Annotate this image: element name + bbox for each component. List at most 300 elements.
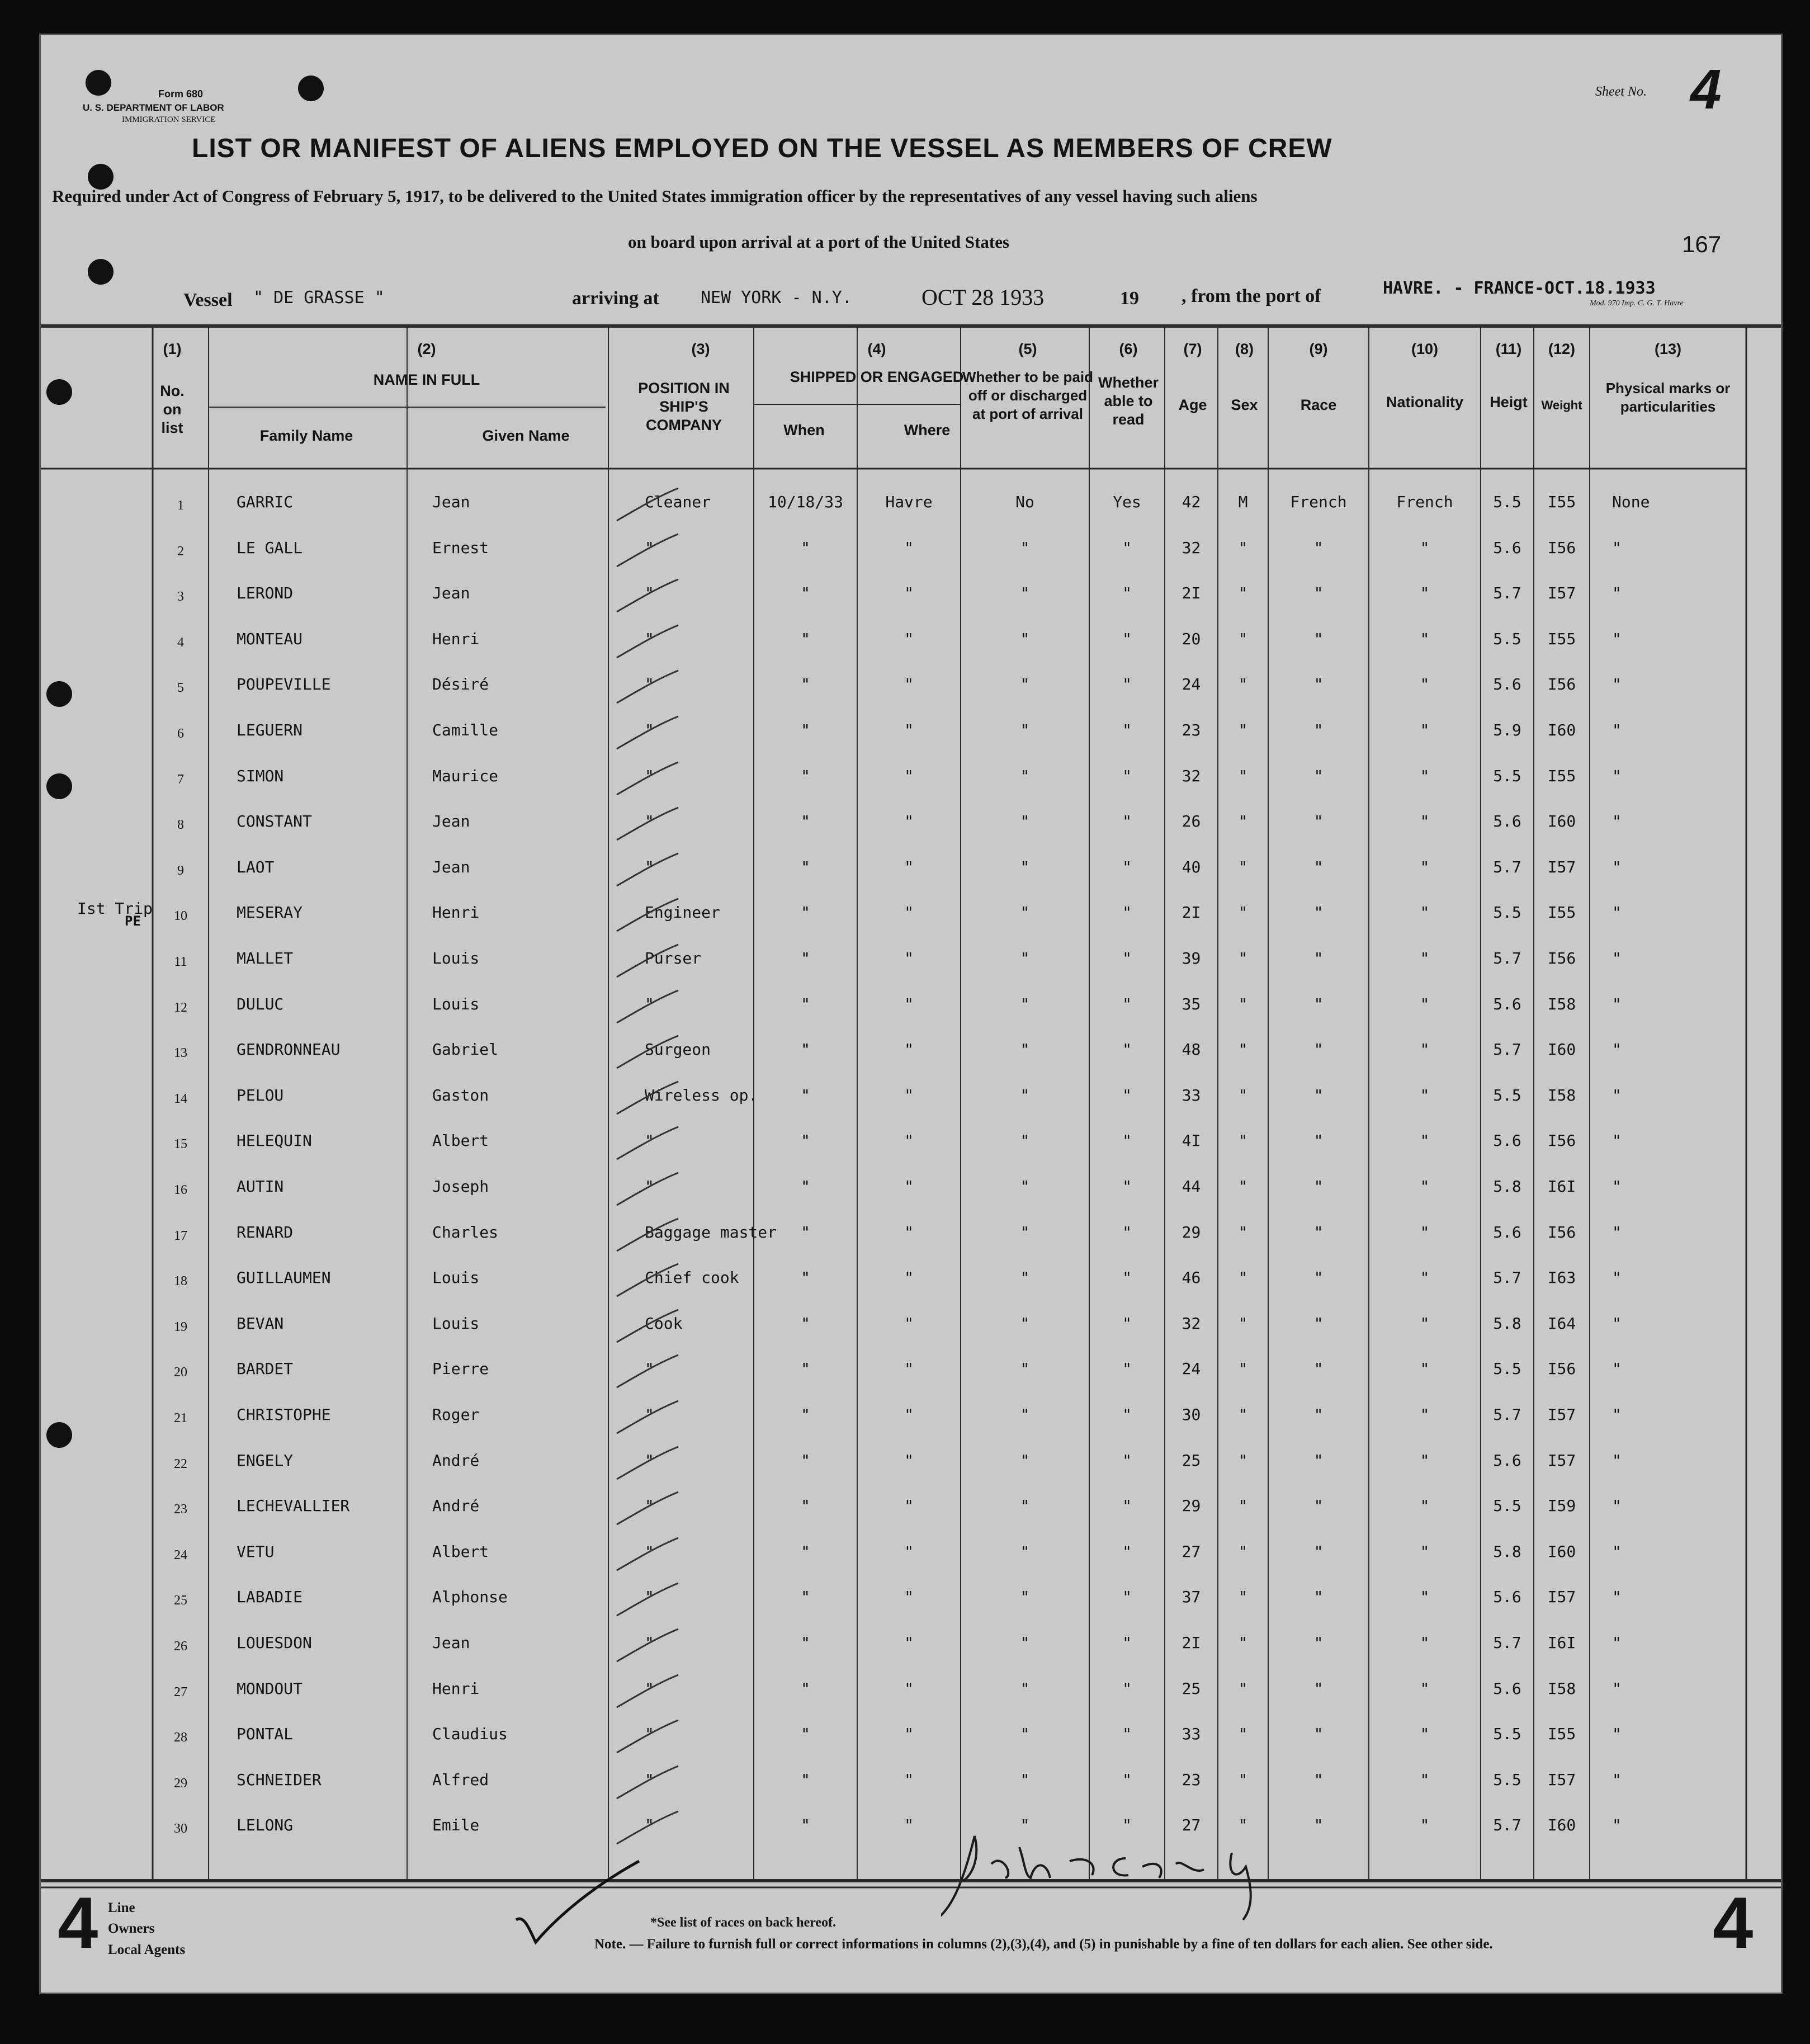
cell-position: Engineer — [645, 903, 720, 922]
cell-paid: " — [1020, 1770, 1030, 1789]
cell-height: 5.6 — [1493, 1679, 1521, 1698]
cell-given: Albert — [432, 1131, 489, 1150]
subtitle-line-1: Required under Act of Congress of February 5, 1917, to be delivered to the United States immigration officer by the representatives of any vessel having such aliens — [52, 186, 1258, 206]
cell-sex: " — [1238, 1177, 1248, 1196]
cell-when: " — [801, 1222, 810, 1241]
cell-weight: I55 — [1547, 629, 1576, 648]
cell-when: " — [801, 1040, 810, 1059]
cell-family: SIMON — [237, 766, 284, 785]
cell-read: " — [1122, 538, 1132, 557]
manifest-sheet — [39, 34, 1783, 1994]
pencil-check-mark — [611, 760, 684, 799]
cell-read: " — [1122, 1542, 1132, 1561]
cell-given: Jean — [432, 1634, 470, 1652]
cell-no: 17 — [174, 1228, 187, 1243]
cell-position: " — [645, 1542, 654, 1561]
cell-where: " — [904, 629, 914, 648]
cell-given: Gaston — [432, 1085, 489, 1104]
cell-nationality: " — [1420, 538, 1430, 557]
cell-sex: " — [1238, 538, 1248, 557]
cell-given: Louis — [432, 994, 480, 1013]
pencil-check-mark — [611, 1033, 684, 1073]
cell-nationality: " — [1420, 1497, 1430, 1516]
cell-read: " — [1122, 1588, 1132, 1607]
pencil-check-mark — [611, 1764, 684, 1803]
col2-number: (2) — [417, 341, 436, 357]
cell-nationality: " — [1420, 1268, 1430, 1287]
cell-where: " — [904, 1770, 914, 1789]
pencil-check-mark — [611, 623, 684, 662]
cell-when: " — [801, 1770, 810, 1789]
cell-height: 5.5 — [1493, 1359, 1521, 1379]
cell-sex: " — [1238, 1131, 1248, 1150]
cell-age: 32 — [1182, 766, 1201, 785]
cell-family: GARRIC — [237, 493, 294, 511]
cell-given: Ernest — [432, 538, 489, 557]
cell-where: " — [904, 1268, 914, 1287]
cell-sex: " — [1238, 584, 1248, 603]
cell-where: " — [904, 1359, 914, 1379]
cell-when: " — [801, 1497, 810, 1516]
cell-read: " — [1122, 1770, 1132, 1789]
cell-age: 23 — [1182, 1770, 1201, 1789]
cell-age: 2I — [1182, 903, 1201, 922]
cell-read: " — [1122, 1040, 1132, 1059]
cell-position: " — [645, 1770, 654, 1789]
cell-sex: " — [1238, 1679, 1248, 1698]
cell-age: 4I — [1182, 1131, 1201, 1150]
cell-read: " — [1122, 1359, 1132, 1379]
cell-height: 5.5 — [1493, 766, 1521, 785]
cell-position: " — [645, 675, 654, 694]
pencil-check-mark — [611, 1809, 684, 1848]
cell-nationality: " — [1420, 949, 1430, 967]
col8-header: Sex — [1231, 396, 1258, 413]
cell-race: " — [1313, 949, 1324, 967]
signature-stroke — [941, 1814, 1277, 1925]
cell-paid: " — [1020, 903, 1030, 922]
cell-marks: " — [1612, 538, 1622, 557]
col1-number: (1) — [163, 341, 182, 357]
pencil-check-mark — [611, 1536, 684, 1575]
cell-age: 2I — [1182, 1634, 1201, 1652]
cell-no: 3 — [177, 589, 184, 605]
cell-no: 13 — [174, 1046, 187, 1061]
pencil-check-mark — [611, 1399, 684, 1438]
cell-nationality: " — [1420, 721, 1430, 739]
cell-height: 5.7 — [1493, 1634, 1521, 1652]
cell-height: 5.7 — [1493, 1405, 1521, 1424]
cell-when: " — [801, 1131, 810, 1150]
cell-age: 27 — [1182, 1816, 1201, 1835]
cell-given: Claudius — [432, 1725, 508, 1744]
cell-height: 5.5 — [1493, 1770, 1521, 1789]
cell-when: " — [801, 629, 810, 648]
cell-given: Louis — [432, 1314, 480, 1333]
cell-family: MONTEAU — [237, 629, 303, 648]
cell-where: " — [904, 1451, 914, 1470]
cell-race: " — [1313, 1359, 1324, 1379]
pencil-check-mark — [611, 577, 684, 616]
cell-marks: " — [1612, 1222, 1622, 1241]
cell-sex: " — [1238, 1405, 1248, 1424]
col6-number: (6) — [1119, 341, 1138, 357]
cell-given: Jean — [432, 584, 470, 603]
cell-read: " — [1122, 1679, 1132, 1698]
cell-when: " — [801, 766, 810, 785]
cell-position: " — [645, 584, 654, 603]
pencil-check-mark — [611, 1581, 684, 1620]
cell-nationality: " — [1420, 1725, 1430, 1744]
cell-family: LE GALL — [237, 538, 303, 557]
cell-position: " — [645, 538, 654, 557]
cell-weight: I58 — [1547, 994, 1576, 1013]
penalty-note: Note. — Failure to furnish full or correct informations in columns (2),(3),(4), and (5) in punishable by a fine of ten dollars for each alien. See other side. — [594, 1937, 1493, 1952]
cell-height: 5.8 — [1493, 1314, 1521, 1333]
cell-when: " — [801, 1816, 810, 1835]
cell-where: " — [904, 1314, 914, 1333]
cell-nationality: " — [1420, 1040, 1430, 1059]
cell-weight: I58 — [1547, 1679, 1576, 1698]
cell-marks: " — [1612, 1040, 1622, 1059]
cell-when: " — [801, 1451, 810, 1470]
sheet-number: 4 — [1690, 58, 1722, 121]
cell-position: " — [645, 1359, 654, 1379]
pencil-check-mark — [611, 896, 684, 936]
cell-read: " — [1122, 1177, 1132, 1196]
cell-marks: " — [1612, 1314, 1622, 1333]
cell-paid: " — [1020, 1725, 1030, 1744]
cell-height: 5.7 — [1493, 1040, 1521, 1059]
cell-weight: I60 — [1547, 1542, 1576, 1561]
cell-family: CHRISTOPHE — [237, 1405, 331, 1424]
cell-given: Roger — [432, 1405, 480, 1424]
cell-race: " — [1313, 857, 1324, 876]
cell-height: 5.5 — [1493, 629, 1521, 648]
cell-marks: " — [1612, 1085, 1622, 1104]
cell-sex: " — [1238, 1634, 1248, 1652]
cell-sex: " — [1238, 994, 1248, 1013]
cell-where: " — [904, 1634, 914, 1652]
cell-nationality: " — [1420, 1405, 1430, 1424]
cell-given: Jean — [432, 812, 470, 831]
cell-position: " — [645, 1451, 654, 1470]
cell-where: " — [904, 1725, 914, 1744]
cell-age: 40 — [1182, 857, 1201, 876]
cell-read: " — [1122, 812, 1132, 831]
cell-sex: " — [1238, 1222, 1248, 1241]
cell-height: 5.5 — [1493, 493, 1521, 511]
cell-family: GENDRONNEAU — [237, 1040, 341, 1059]
cell-nationality: " — [1420, 857, 1430, 876]
col4-number: (4) — [867, 341, 886, 357]
col10-number: (10) — [1411, 341, 1438, 357]
cell-height: 5.7 — [1493, 949, 1521, 967]
cell-family: LECHEVALLIER — [237, 1497, 350, 1516]
cell-weight: I60 — [1547, 1040, 1576, 1059]
cell-position: " — [645, 1588, 654, 1607]
cell-height: 5.7 — [1493, 1816, 1521, 1835]
cell-read: " — [1122, 903, 1132, 922]
cell-no: 14 — [174, 1091, 187, 1106]
races-note: *See list of races on back hereof. — [650, 1915, 837, 1930]
cell-race: " — [1313, 1679, 1324, 1698]
cell-marks: " — [1612, 766, 1622, 785]
cell-family: LEGUERN — [237, 721, 303, 739]
margin-note-trip: Ist Trip — [77, 899, 153, 918]
cell-position: " — [645, 1177, 654, 1196]
cell-nationality: " — [1420, 629, 1430, 648]
cell-weight: I57 — [1547, 584, 1576, 603]
col13-number: (13) — [1654, 341, 1681, 357]
cell-family: AUTIN — [237, 1177, 284, 1196]
cell-position: Cook — [645, 1314, 683, 1333]
cell-read: " — [1122, 584, 1132, 603]
cell-position: " — [645, 812, 654, 831]
cell-position: " — [645, 1634, 654, 1652]
cell-height: 5.6 — [1493, 1222, 1521, 1241]
cell-when: " — [801, 1359, 810, 1379]
pencil-check-mark — [611, 486, 684, 525]
arriving-label: arriving at — [572, 288, 659, 309]
cell-given: Jean — [432, 857, 470, 876]
cell-age: 42 — [1182, 493, 1201, 511]
cell-weight: I60 — [1547, 1816, 1576, 1835]
pencil-check-mark — [611, 1216, 684, 1255]
cell-marks: " — [1612, 584, 1622, 603]
cell-marks: " — [1612, 1770, 1622, 1789]
cell-read: " — [1122, 1816, 1132, 1835]
cell-no: 20 — [174, 1365, 187, 1380]
cell-no: 5 — [177, 681, 184, 696]
cell-nationality: " — [1420, 1177, 1430, 1196]
footer-big-number-left: 4 — [58, 1882, 98, 1963]
cell-where: " — [904, 538, 914, 557]
cell-marks: " — [1612, 1634, 1622, 1652]
cell-family: MALLET — [237, 949, 294, 967]
footer-big-number-right: 4 — [1713, 1882, 1754, 1963]
cell-family: ENGELY — [237, 1451, 294, 1470]
cell-nationality: " — [1420, 1634, 1430, 1652]
cell-sex: " — [1238, 721, 1248, 739]
cell-race: " — [1313, 675, 1324, 694]
cell-read: " — [1122, 857, 1132, 876]
cell-nationality: " — [1420, 1679, 1430, 1698]
cell-weight: I63 — [1547, 1268, 1576, 1287]
cell-marks: " — [1612, 1725, 1622, 1744]
cell-nationality: " — [1420, 1588, 1430, 1607]
cell-read: " — [1122, 629, 1132, 648]
cell-when: " — [801, 812, 810, 831]
cell-family: LOUESDON — [237, 1634, 312, 1652]
cell-sex: " — [1238, 1359, 1248, 1379]
cell-sex: " — [1238, 903, 1248, 922]
vessel-name: " DE GRASSE " — [253, 288, 385, 308]
footer-agents-label: Local Agents — [108, 1942, 186, 1957]
cell-when: " — [801, 1177, 810, 1196]
cell-height: 5.6 — [1493, 812, 1521, 831]
cell-paid: " — [1020, 629, 1030, 648]
cell-race: " — [1313, 1497, 1324, 1516]
cell-age: 44 — [1182, 1177, 1201, 1196]
service-name: IMMIGRATION SERVICE — [122, 115, 216, 124]
cell-when: " — [801, 949, 810, 967]
cell-sex: " — [1238, 1725, 1248, 1744]
cell-nationality: " — [1420, 812, 1430, 831]
cell-given: Emile — [432, 1816, 480, 1835]
check-mark — [511, 1858, 645, 1948]
cell-weight: I55 — [1547, 903, 1576, 922]
subtitle-line-2: on board upon arrival at a port of the United States — [628, 232, 1010, 252]
cell-position: " — [645, 721, 654, 739]
cell-height: 5.8 — [1493, 1177, 1521, 1196]
cell-height: 5.9 — [1493, 721, 1521, 739]
cell-where: Havre — [885, 493, 933, 511]
cell-age: 35 — [1182, 994, 1201, 1013]
cell-read: " — [1122, 1634, 1132, 1652]
cell-nationality: " — [1420, 584, 1430, 603]
cell-where: " — [904, 1542, 914, 1561]
cell-marks: " — [1612, 675, 1622, 694]
cell-position: " — [645, 766, 654, 785]
cell-nationality: " — [1420, 1542, 1430, 1561]
col4-when-header: When — [783, 422, 825, 438]
cell-paid: " — [1020, 1085, 1030, 1104]
cell-given: Alfred — [432, 1770, 489, 1789]
cell-sex: " — [1238, 1314, 1248, 1333]
cell-where: " — [904, 949, 914, 967]
cell-no: 8 — [177, 818, 184, 833]
cell-nationality: " — [1420, 1359, 1430, 1379]
cell-position: " — [645, 994, 654, 1013]
cell-height: 5.5 — [1493, 903, 1521, 922]
cell-paid: " — [1020, 1222, 1030, 1241]
pencil-check-mark — [611, 668, 684, 707]
cell-no: 28 — [174, 1730, 187, 1745]
cell-nationality: " — [1420, 1222, 1430, 1241]
cell-no: 6 — [177, 726, 184, 741]
cell-no: 21 — [174, 1411, 187, 1425]
cell-race: " — [1313, 1588, 1324, 1607]
cell-age: 37 — [1182, 1588, 1201, 1607]
cell-family: BARDET — [237, 1359, 294, 1379]
cell-paid: " — [1020, 721, 1030, 739]
cell-nationality: " — [1420, 1085, 1430, 1104]
cell-given: Joseph — [432, 1177, 489, 1196]
cell-position: Surgeon — [645, 1040, 711, 1059]
cell-paid: " — [1020, 1177, 1030, 1196]
cell-given: Gabriel — [432, 1040, 499, 1059]
cell-sex: " — [1238, 857, 1248, 876]
cell-read: " — [1122, 675, 1132, 694]
cell-no: 19 — [174, 1319, 187, 1334]
cell-no: 18 — [174, 1274, 187, 1289]
cell-height: 5.8 — [1493, 1542, 1521, 1561]
col4-where-header: Where — [904, 422, 951, 438]
cell-when: " — [801, 1588, 810, 1607]
cell-marks: " — [1612, 1679, 1622, 1698]
cell-marks: " — [1612, 1268, 1622, 1287]
pencil-check-mark — [611, 1673, 684, 1712]
cell-sex: " — [1238, 1451, 1248, 1470]
cell-given: Camille — [432, 721, 499, 739]
cell-no: 1 — [177, 498, 184, 513]
cell-age: 32 — [1182, 538, 1201, 557]
cell-marks: " — [1612, 721, 1622, 739]
cell-height: 5.6 — [1493, 1451, 1521, 1470]
cell-marks: " — [1612, 1588, 1622, 1607]
page-title: LIST OR MANIFEST OF ALIENS EMPLOYED ON THE VESSEL AS MEMBERS OF CREW — [192, 134, 1332, 163]
col2-family-header: Family Name — [259, 427, 353, 444]
cell-paid: " — [1020, 1588, 1030, 1607]
cell-sex: " — [1238, 629, 1248, 648]
cell-weight: I57 — [1547, 1405, 1576, 1424]
cell-where: " — [904, 812, 914, 831]
cell-no: 25 — [174, 1593, 187, 1608]
printer-note: Mod. 970 Imp. C. G. T. Havre — [1590, 299, 1684, 308]
cell-when: " — [801, 1085, 810, 1104]
cell-family: PONTAL — [237, 1725, 294, 1744]
cell-position: " — [645, 1725, 654, 1744]
cell-family: PELOU — [237, 1085, 284, 1104]
cell-race: " — [1313, 1770, 1324, 1789]
arrival-date-stamp: OCT 28 1933 — [921, 285, 1045, 310]
from-port: HAVRE. - FRANCE-OCT.18.1933 — [1383, 278, 1656, 298]
cell-marks: " — [1612, 1405, 1622, 1424]
cell-sex: " — [1238, 812, 1248, 831]
cell-sex: " — [1238, 1588, 1248, 1607]
cell-marks: " — [1612, 857, 1622, 876]
cell-weight: I56 — [1547, 1131, 1576, 1150]
pencil-check-mark — [611, 532, 684, 571]
cell-marks: " — [1612, 903, 1622, 922]
cell-family: LEROND — [237, 584, 294, 603]
cell-race: " — [1313, 766, 1324, 785]
cell-when: " — [801, 675, 810, 694]
cell-given: Henri — [432, 903, 480, 922]
cell-given: Charles — [432, 1222, 499, 1241]
department-name: U. S. DEPARTMENT OF LABOR — [83, 102, 224, 113]
cell-sex: " — [1238, 1268, 1248, 1287]
col5-number: (5) — [1018, 341, 1037, 357]
cell-sex: " — [1238, 1085, 1248, 1104]
cell-read: Yes — [1113, 493, 1141, 511]
pencil-check-mark — [611, 1718, 684, 1757]
cell-paid: " — [1020, 1451, 1030, 1470]
cell-race: " — [1313, 538, 1324, 557]
cell-age: 30 — [1182, 1405, 1201, 1424]
cell-where: " — [904, 766, 914, 785]
cell-read: " — [1122, 949, 1132, 967]
cell-paid: " — [1020, 584, 1030, 603]
cell-given: Pierre — [432, 1359, 489, 1379]
cell-given: Alphonse — [432, 1588, 508, 1607]
cell-age: 2I — [1182, 584, 1201, 603]
pencil-check-mark — [611, 1125, 684, 1164]
col12-number: (12) — [1548, 341, 1575, 357]
cell-marks: " — [1612, 1177, 1622, 1196]
cell-nationality: " — [1420, 994, 1430, 1013]
cell-given: Henri — [432, 1679, 480, 1698]
cell-race: " — [1313, 629, 1324, 648]
cell-family: POUPEVILLE — [237, 675, 331, 694]
cell-no: 10 — [174, 909, 187, 924]
cell-race: " — [1313, 1725, 1324, 1744]
cell-weight: I60 — [1547, 812, 1576, 831]
cell-when: " — [801, 538, 810, 557]
cell-marks: " — [1612, 1359, 1622, 1379]
cell-where: " — [904, 857, 914, 876]
